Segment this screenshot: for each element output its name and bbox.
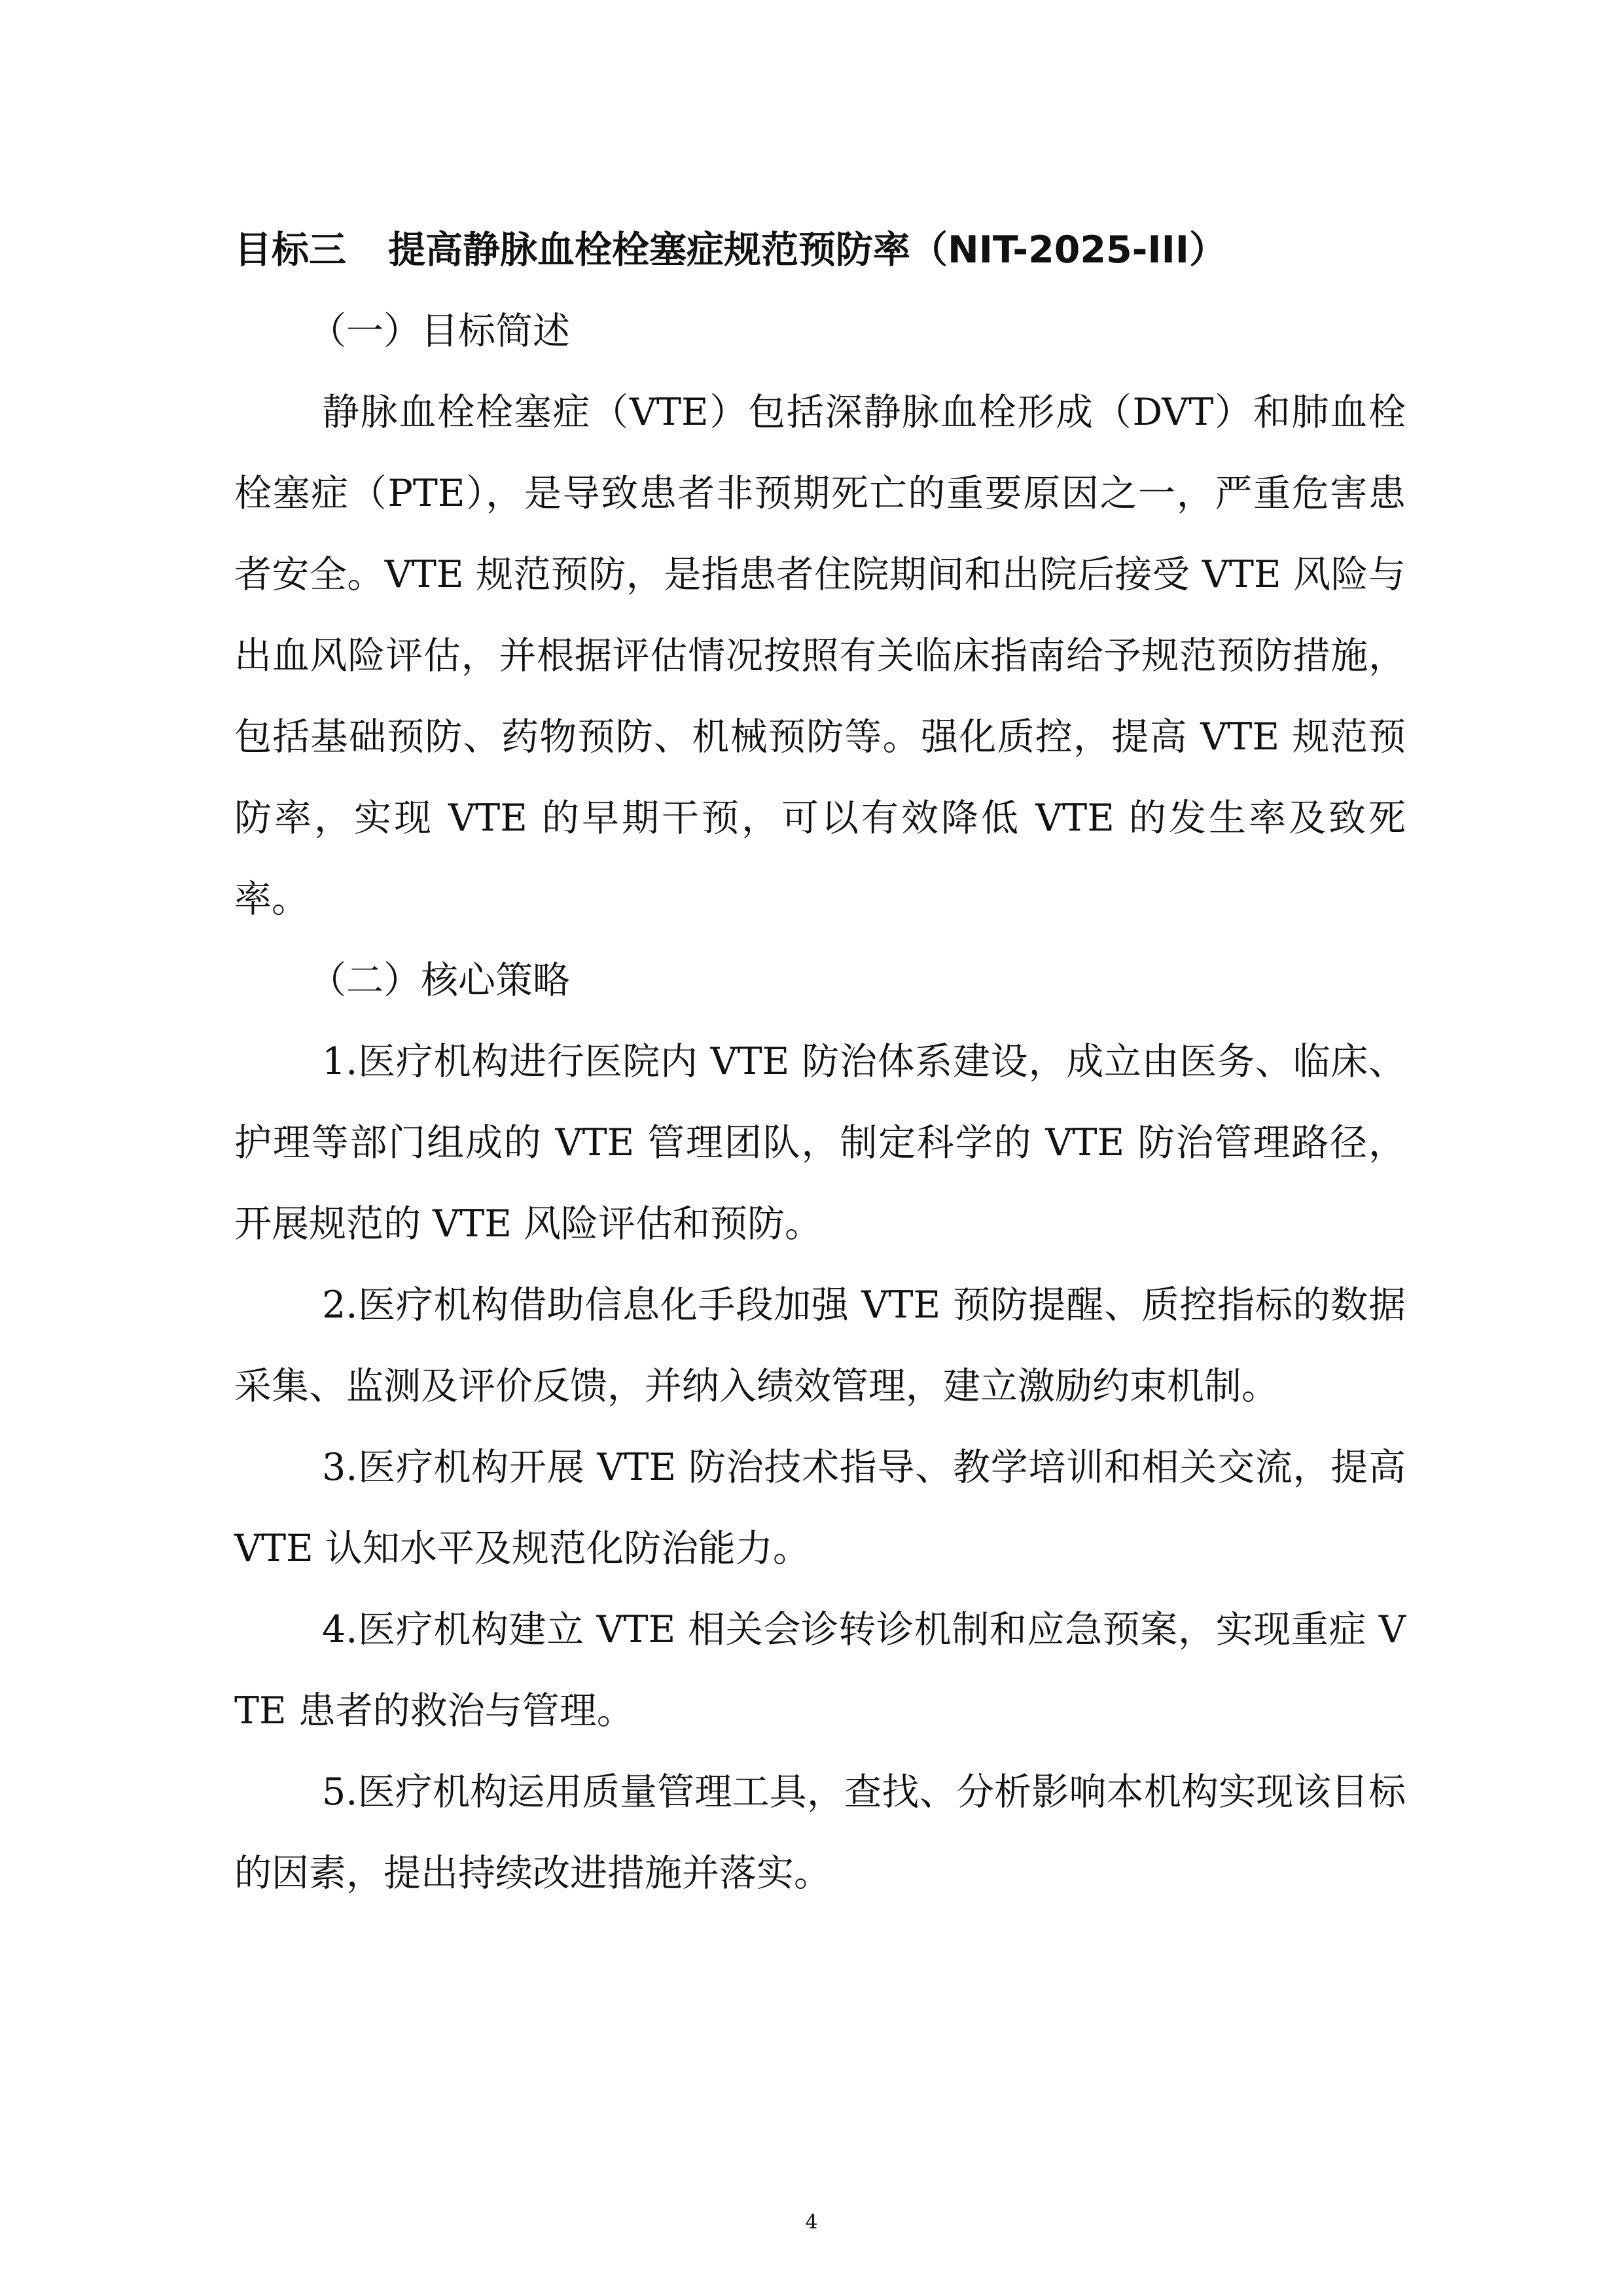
page-number: 4 (805, 2211, 818, 2234)
page-title (234, 209, 1406, 291)
title-text: 提高静脉血栓栓塞症规范预防率（NIT-2025-III） (388, 228, 1226, 272)
strategy-item-1: 1.医疗机构进行医院内 VTE 防治体系建设，成立由医务、临床、护理等部门组成的 VTE 管理团队，制定科学的 VTE 防治管理路径，开展规范的 VTE 风险评估和预防。 (234, 1040, 1406, 1246)
title-label: 目标三 (234, 228, 346, 272)
section-heading-overview: （一）目标简述 (309, 310, 570, 353)
strategy-item-2: 2.医疗机构借助信息化手段加强 VTE 预防提醒、质控指标的数据采集、监测及评价反馈，并纳入绩效管理，建立激励约束机制。 (234, 1283, 1406, 1408)
strategy-item-5: 5.医疗机构运用质量管理工具，查找、分析影响本机构实现该目标的因素，提出持续改进措施并落实。 (234, 1770, 1406, 1895)
overview-paragraph: 静脉血栓栓塞症（VTE）包括深静脉血栓形成（DVT）和肺血栓栓塞症（PTE），是导致患者非预期死亡的重要原因之一，严重危害患者安全。VTE 规范预防，是指患者住院期间和出院后接受 VTE 风险与出血风险评估，并根据评估情况按照有关临床指南给予规范预防措施，包括基础预防、药物预防、机械预防等。强化质控，提高 VTE 规范预防率，实现 VTE 的早期干预，可以有效降低 VTE 的发生率及致死率。 (234, 391, 1406, 921)
strategy-item-4: 4.医疗机构建立 VTE 相关会诊转诊机制和应急预案，实现重症 VTE 患者的救治与管理。 (234, 1608, 1406, 1732)
strategy-item-3: 3.医疗机构开展 VTE 防治技术指导、教学培训和相关交流，提高 VTE 认知水平及规范化防治能力。 (234, 1446, 1406, 1570)
section-heading-strategies: （二）核心策略 (309, 959, 570, 1002)
page-content (234, 209, 1406, 1914)
